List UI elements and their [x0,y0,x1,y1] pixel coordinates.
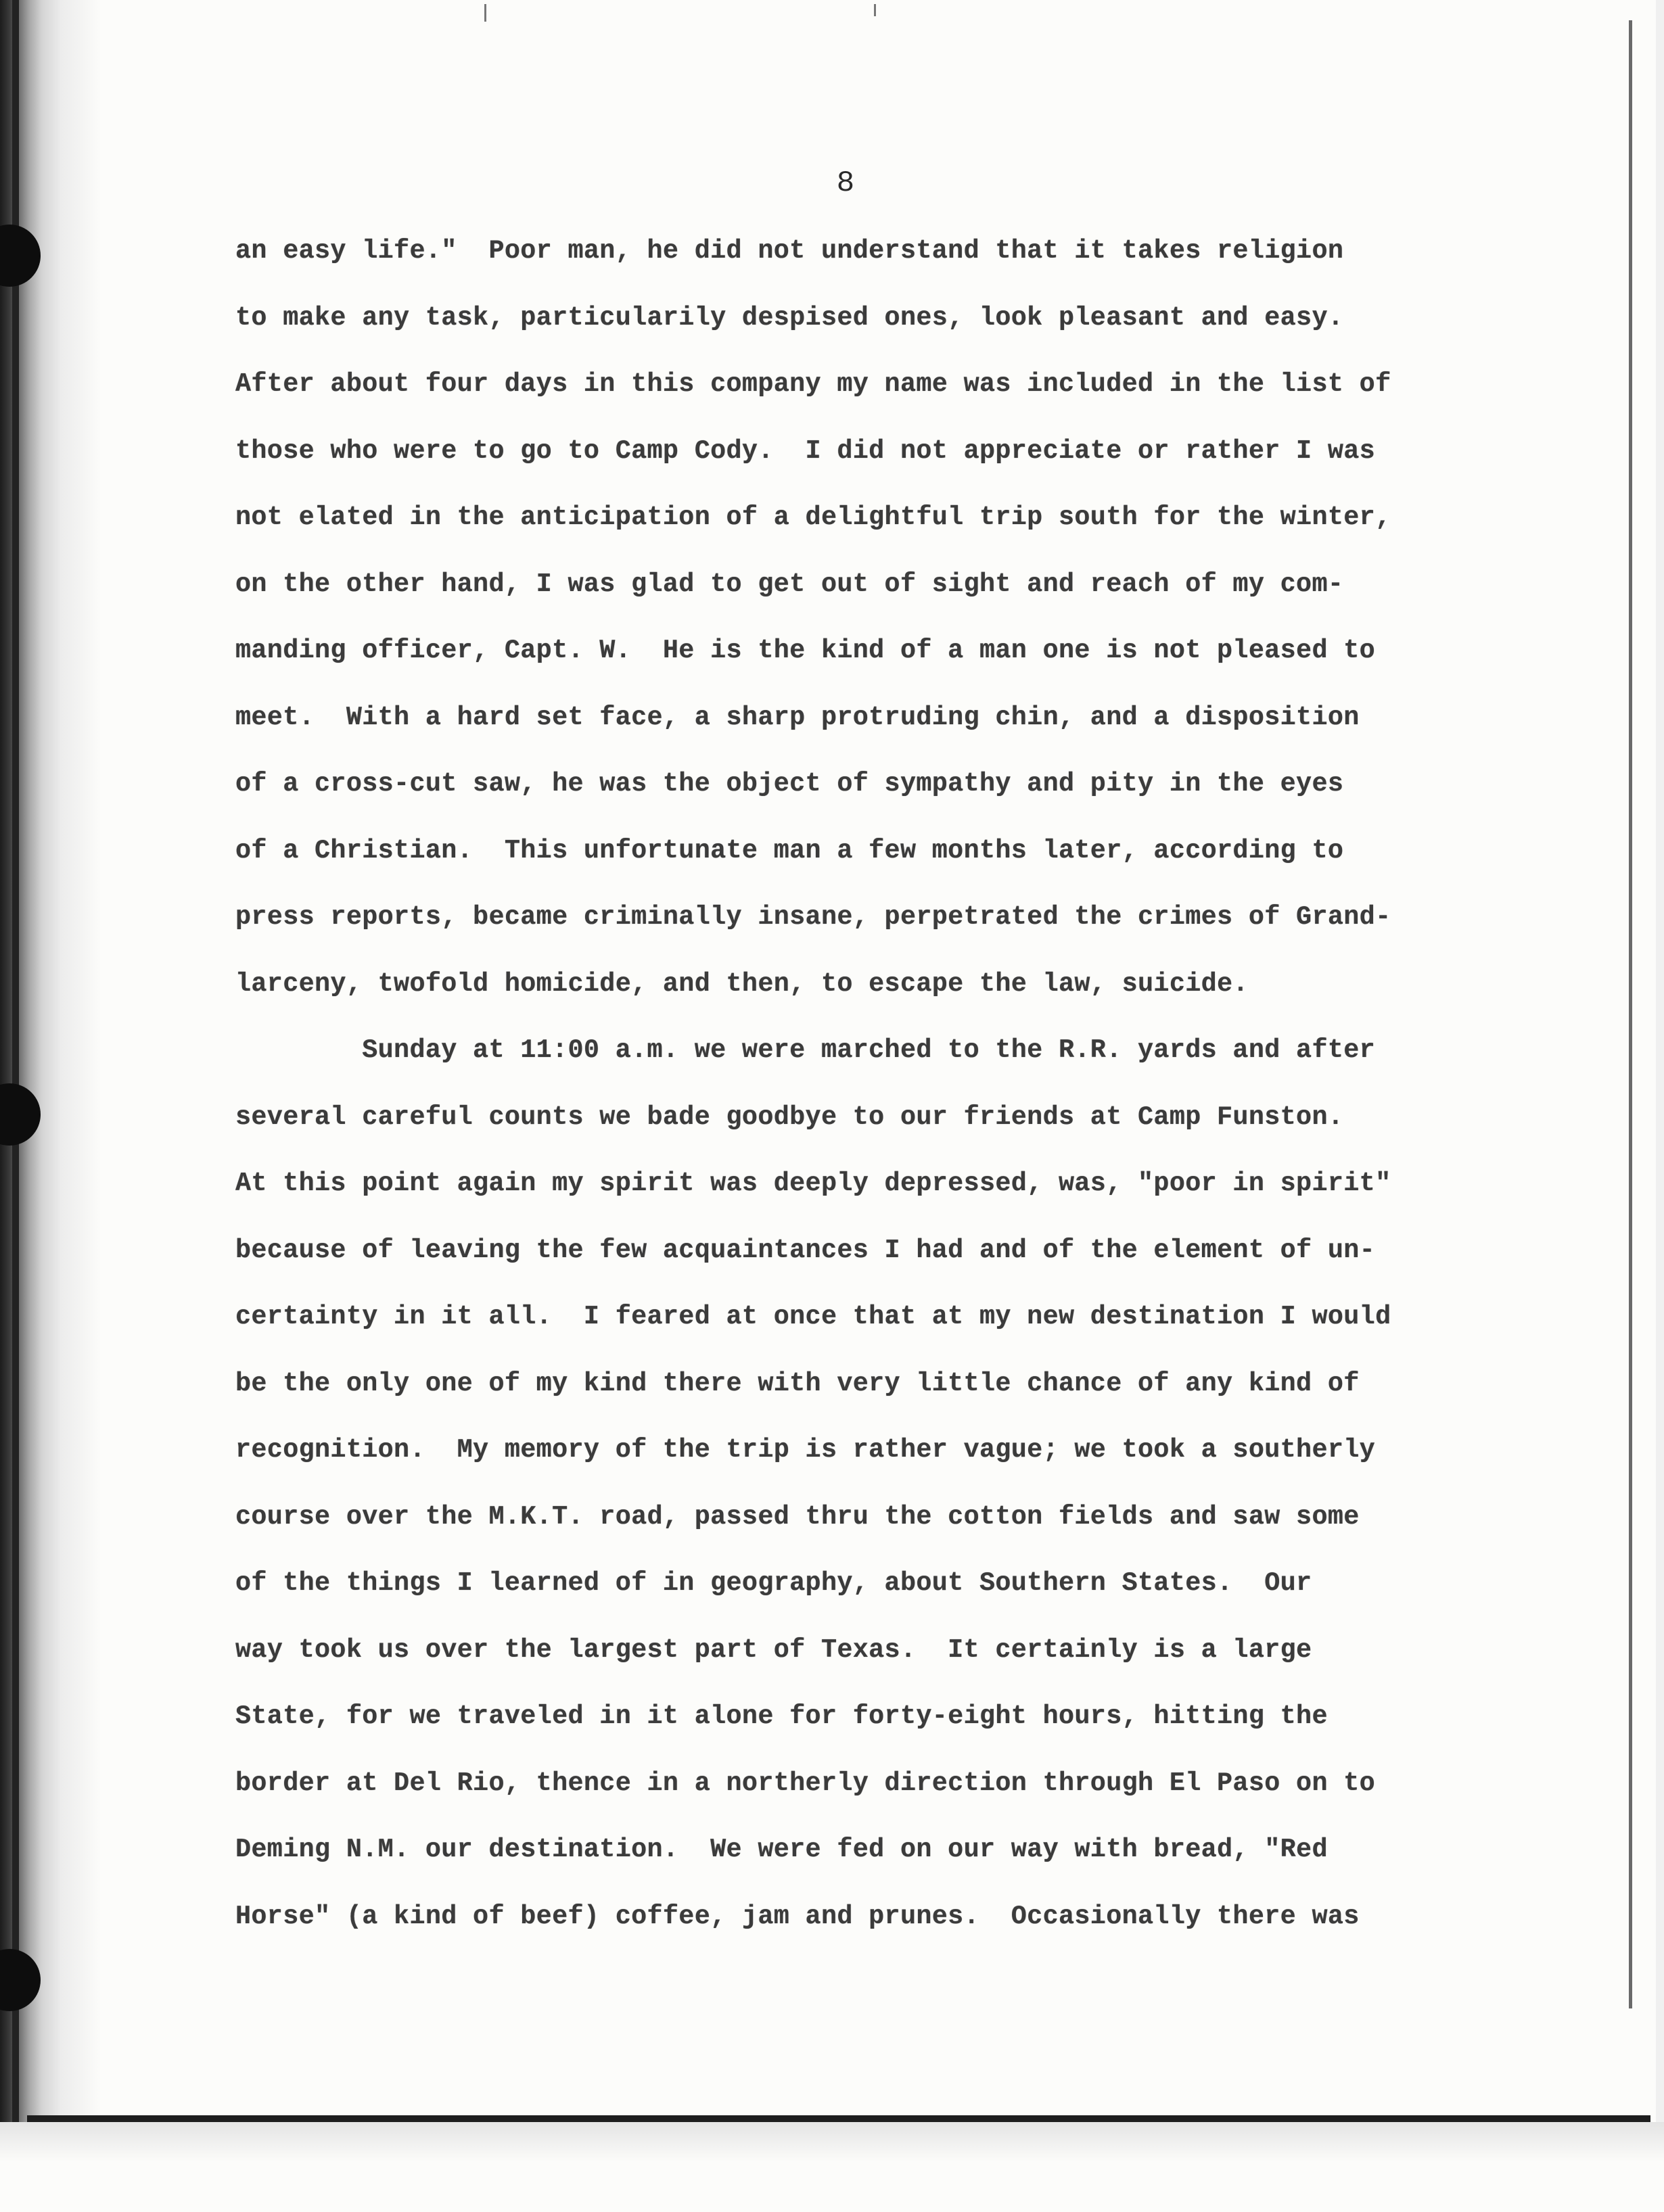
text-line: Sunday at 11:00 a.m. we were marched to the R.R. yards and after [235,1035,1376,1065]
text-line: recognition. My memory of the trip is rather vague; we took a southerly [235,1435,1376,1465]
text-line: of the things I learned of in geography, about Southern States. Our [235,1568,1312,1598]
text-line: several careful counts we bade goodbye to our friends at Camp Funston. [235,1102,1344,1132]
text-line: State, for we traveled in it alone for forty-eight hours, hitting the [235,1701,1328,1731]
bottom-page-edge [27,2115,1650,2122]
text-line: an easy life." Poor man, he did not understand that it takes religion [235,236,1344,266]
text-line: certainty in it all. I feared at once that at my new destination I would [235,1302,1391,1332]
text-line: After about four days in this company my name was included in the list of [235,369,1391,399]
text-line: Deming N.M. our destination. We were fed on our way with bread, "Red [235,1835,1328,1864]
text-line: Horse" (a kind of beef) coffee, jam and prunes. Occasionally there was [235,1901,1360,1931]
scan-mark [874,4,876,16]
bottom-margin [0,2122,1664,2212]
scan-mark [484,4,486,22]
text-line: because of leaving the few acquaintances I had and of the element of un- [235,1235,1376,1265]
typed-text-body [235,218,1507,1950]
text-line: way took us over the largest part of Texas. It certainly is a large [235,1634,1312,1665]
text-line: those who were to go to Camp Cody. I did not appreciate or rather I was [235,436,1376,466]
text-line: be the only one of my kind there with very little chance of any kind of [235,1368,1360,1398]
right-margin [1656,0,1664,2212]
page-number: 8 [836,166,855,200]
text-line: on the other hand, I was glad to get out of sight and reach of my com- [235,569,1344,599]
text-line: not elated in the anticipation of a delightful trip south for the winter, [235,502,1391,532]
text-line: At this point again my spirit was deeply depressed, was, "poor in spirit" [235,1169,1391,1198]
text-line: manding officer, Capt. W. He is the kind of a man one is not pleased to [235,636,1376,665]
text-line: of a Christian. This unfortunate man a few months later, according to [235,835,1344,866]
right-page-edge [1629,20,1632,2008]
text-line: press reports, became criminally insane, perpetrated the crimes of Grand- [235,902,1391,932]
text-line: border at Del Rio, thence in a northerly direction through El Paso on to [235,1768,1376,1798]
text-line: course over the M.K.T. road, passed thru the cotton fields and saw some [235,1501,1360,1532]
text-line: larceny, twofold homicide, and then, to escape the law, suicide. [235,968,1249,999]
text-line: meet. With a hard set face, a sharp protruding chin, and a disposition [235,702,1360,732]
text-line: to make any task, particularily despised ones, look pleasant and easy. [235,302,1344,333]
text-line: of a cross-cut saw, he was the object of sympathy and pity in the eyes [235,769,1344,799]
